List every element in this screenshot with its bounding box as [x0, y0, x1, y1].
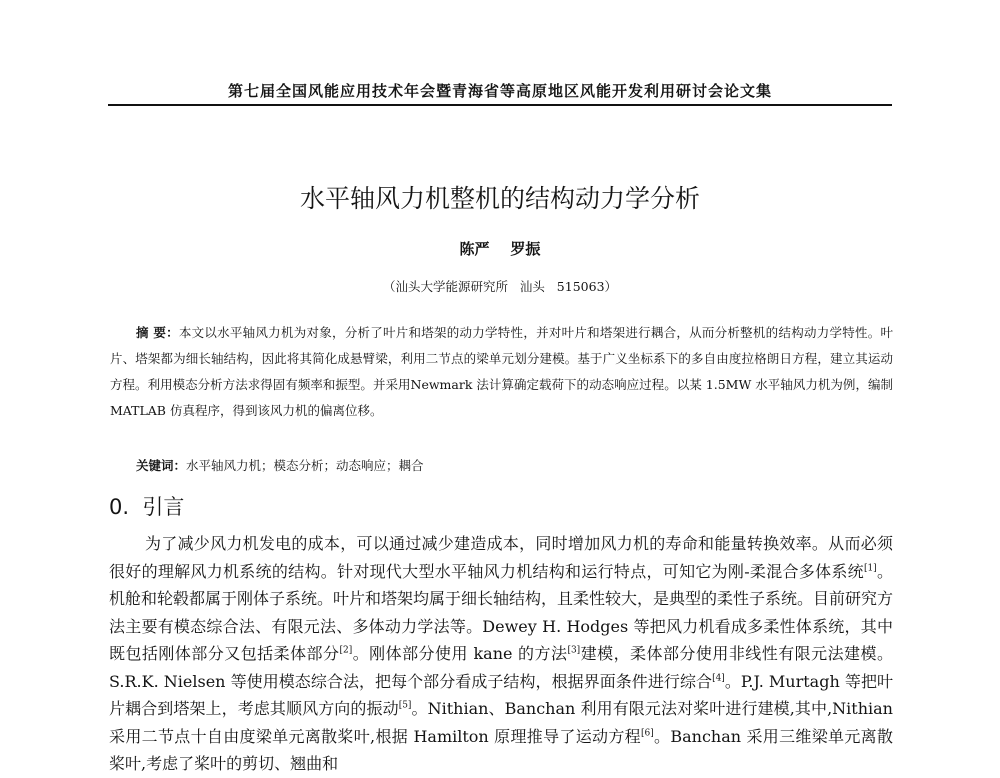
body-text-segment: 。Nithian、Banchan 利用有限元法对桨叶进行建模,其中,Nithian 采用二节点十自由度梁单元离散桨叶,根据 Hamilton 原理推导了运动方程	[109, 699, 893, 746]
body-text-segment: 。机舱和轮毂都属于刚体子系统。叶片和塔架均属于细长轴结构，且柔性较大，是典型的柔性子系统。目前研究方法主要有模态综合法、有限元法、多体动力学法等。Dewey H. Hodges 等把风力机看成多柔性体系统，其中既包括刚体部分又包括柔体部分	[109, 561, 894, 663]
abstract-text: 本文以水平轴风力机为对象，分析了叶片和塔架的动力学特性，并对叶片和塔架进行耦合，从而分析整机的结构动力学特性。叶片、塔架都为细长轴结构，因此将其简化成悬臂梁，利用二节点的梁单元划分建模。基于广义坐标系下的多自由度拉格朗日方程，建立其运动方程。利用模态分析方法求得固有频率和振型。并采用Newmark 法计算确定载荷下的动态响应过程。以某 1.5MW 水平轴风力机为例，编制 MATLAB 仿真程序，得到该风力机的偏离位移。	[110, 325, 893, 418]
citation: [5]	[398, 700, 412, 711]
body-text-segment: 建模，柔体部分使用非线性有限元法建模。S.R.K. Nielsen 等使用模态综合法，把每个部分看成子结构，根据界面条件进行综合	[109, 644, 893, 691]
body-text-segment: 。P.J. Murtagh 等把叶片耦合到塔架上，考虑其顺风方向的振动	[109, 671, 893, 718]
citation: [4]	[712, 673, 725, 684]
authors: 陈严 罗振	[459, 240, 541, 258]
abstract	[110, 320, 893, 424]
section-heading: 0. 引言	[109, 495, 185, 519]
keywords	[136, 456, 424, 474]
citation: [3]	[567, 645, 581, 656]
citation: [2]	[339, 645, 353, 656]
header-rule	[108, 104, 892, 106]
body-text-segment: 。刚体部分使用 kane 的方法	[352, 644, 568, 663]
abstract-label: 摘 要：	[136, 325, 179, 340]
citation: [6]	[640, 728, 654, 739]
body-text-segment: 。Banchan 采用三维梁单元离散桨叶,考虑了桨叶的剪切、翘曲和	[109, 726, 893, 773]
keywords-label: 关键词：	[136, 458, 187, 473]
body-paragraph	[109, 530, 893, 778]
running-header: 第七届全国风能应用技术年会暨青海省等高原地区风能开发利用研讨会论文集	[227, 82, 772, 100]
keywords-text: 水平轴风力机；模态分析；动态响应；耦合	[186, 458, 424, 473]
body-text-segment: 为了减少风力机发电的成本，可以通过减少建造成本，同时增加风力机的寿命和能量转换效率。从而必须很好的理解风力机系统的结构。针对现代大型水平轴风力机结构和运行特点，可知它为刚-柔混合多体系统	[109, 534, 893, 581]
citation: [1]	[863, 563, 877, 574]
affiliation: （汕头大学能源研究所 汕头 515063）	[382, 279, 618, 294]
paper-title: 水平轴风力机整机的结构动力学分析	[299, 184, 700, 213]
